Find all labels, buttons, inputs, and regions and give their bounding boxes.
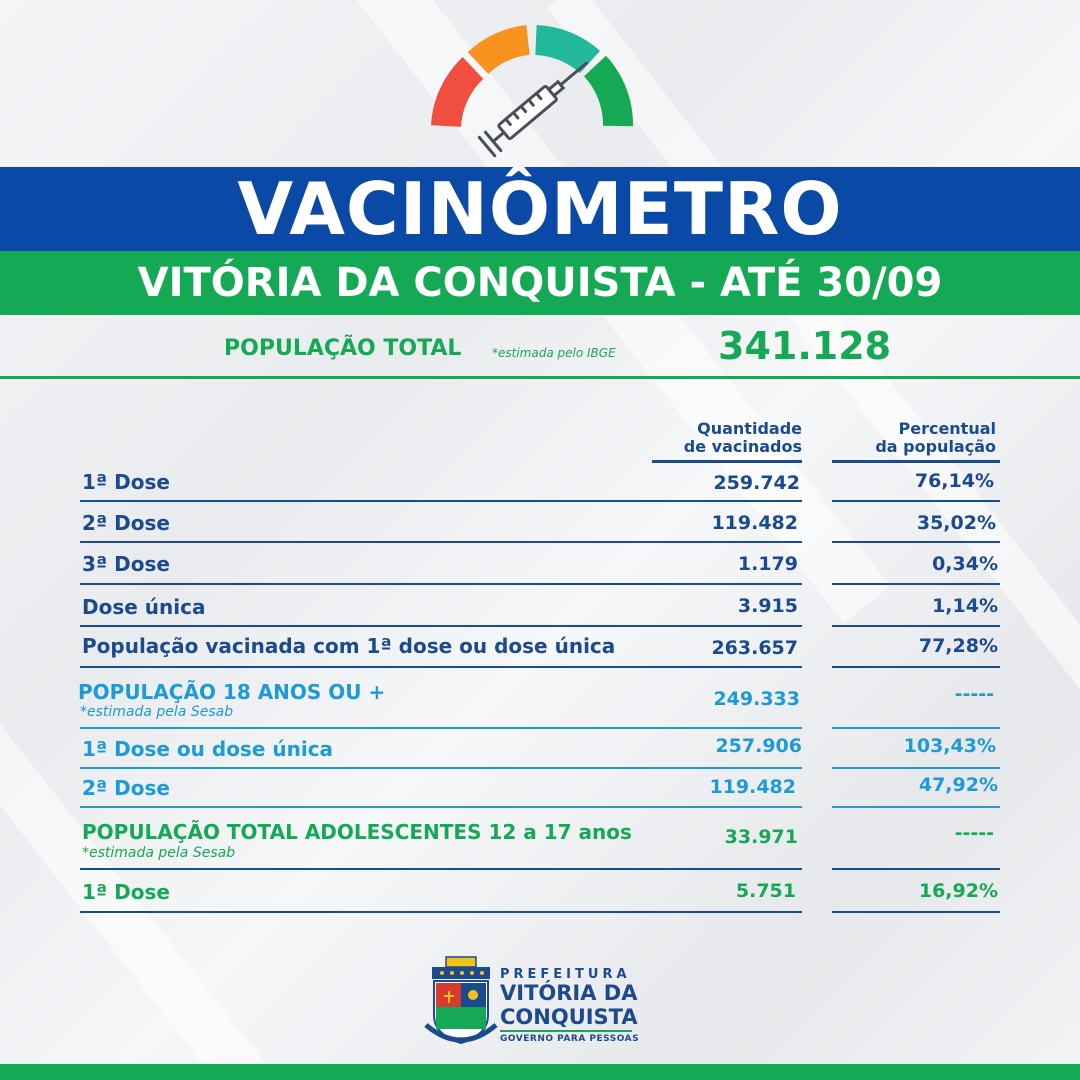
page-title: VACINÔMETRO (237, 167, 843, 251)
row-quantity: 257.906 (715, 735, 802, 757)
vaccine-gauge-icon (418, 18, 648, 168)
row-percent: 77,28% (918, 635, 998, 657)
row-quantity: 1.179 (737, 553, 798, 575)
prefeitura-logo (424, 955, 654, 1055)
column-header-quantity-line1: Quantidade (697, 419, 802, 438)
row-divider (80, 727, 802, 729)
row-percent: ----- (954, 822, 994, 844)
city-crest-icon (424, 955, 498, 1050)
column-header-percent-line2: da população (875, 437, 996, 456)
row-percent: ----- (954, 683, 994, 705)
population-total-label: POPULAÇÃO TOTAL (224, 336, 462, 361)
row-divider (832, 583, 1000, 585)
logo-prefeitura-text: PREFEITURA (500, 967, 631, 982)
row-label: Dose única (82, 595, 206, 619)
row-divider (832, 727, 1000, 729)
population-total-value: 341.128 (718, 324, 892, 368)
row-note: *estimada pela Sesab (82, 845, 236, 861)
row-divider (832, 868, 1000, 870)
row-divider (832, 666, 1000, 668)
syringe-icon (479, 54, 594, 156)
row-label: 2ª Dose (82, 776, 170, 800)
population-total-row (0, 320, 1080, 376)
row-divider (80, 868, 802, 870)
row-quantity: 249.333 (713, 688, 800, 710)
row-label: POPULAÇÃO TOTAL ADOLESCENTES 12 a 17 anos (82, 820, 632, 844)
logo-tagline: GOVERNO PARA PESSOAS (500, 1034, 640, 1044)
logo-city-line1: VITÓRIA DA (500, 981, 638, 1005)
row-divider (80, 911, 802, 913)
row-divider (80, 583, 802, 585)
row-divider (832, 806, 1000, 808)
row-divider (80, 666, 802, 668)
column-header-quantity (652, 420, 802, 456)
row-quantity: 259.742 (713, 472, 800, 494)
subtitle-band (0, 251, 1080, 315)
title-band (0, 167, 1080, 251)
row-percent: 76,14% (914, 470, 994, 492)
page-subtitle: VITÓRIA DA CONQUISTA - ATÉ 30/09 (137, 260, 943, 306)
row-divider (832, 500, 1000, 502)
row-divider (80, 767, 802, 769)
logo-divider (500, 1030, 632, 1032)
row-label: POPULAÇÃO 18 ANOS OU + (78, 680, 386, 704)
row-divider (80, 541, 802, 543)
row-percent: 1,14% (932, 595, 998, 617)
population-total-note: *estimada pelo IBGE (492, 346, 616, 360)
row-percent: 103,43% (903, 735, 996, 757)
row-quantity: 5.751 (735, 880, 796, 902)
row-divider (832, 541, 1000, 543)
row-divider (80, 500, 802, 502)
row-label: 1ª Dose (82, 880, 170, 904)
row-label: 1ª Dose ou dose única (82, 737, 334, 761)
row-percent: 35,02% (916, 512, 996, 534)
column-header-percent (832, 420, 996, 456)
row-divider (80, 625, 802, 627)
column-header-percent-rule (832, 460, 1000, 463)
row-quantity: 263.657 (711, 637, 798, 659)
row-percent: 16,92% (918, 880, 998, 902)
row-divider (832, 767, 1000, 769)
row-label: População vacinada com 1ª dose ou dose única (82, 634, 616, 658)
row-label: 1ª Dose (82, 470, 170, 494)
row-note: *estimada pela Sesab (80, 704, 234, 720)
row-divider (832, 625, 1000, 627)
row-label: 3ª Dose (82, 552, 170, 576)
row-quantity: 119.482 (709, 776, 796, 798)
divider (0, 376, 1080, 379)
row-quantity: 3.915 (737, 595, 798, 617)
row-percent: 47,92% (918, 774, 998, 796)
gauge-red-segment (446, 68, 473, 126)
logo-city-line2: CONQUISTA (500, 1005, 638, 1029)
row-percent: 0,34% (932, 553, 998, 575)
row-quantity: 33.971 (724, 826, 798, 848)
column-header-percent-line1: Percentual (898, 419, 996, 438)
bottom-bar (0, 1064, 1080, 1080)
row-divider (832, 911, 1000, 913)
row-label: 2ª Dose (82, 511, 170, 535)
gauge-teal-segment (536, 40, 590, 62)
row-quantity: 119.482 (711, 512, 798, 534)
gauge-green-segment (595, 66, 618, 126)
row-divider (80, 806, 802, 808)
gauge-orange-segment (478, 40, 528, 63)
column-header-quantity-line2: de vacinados (683, 437, 802, 456)
column-header-quantity-rule (652, 460, 802, 463)
